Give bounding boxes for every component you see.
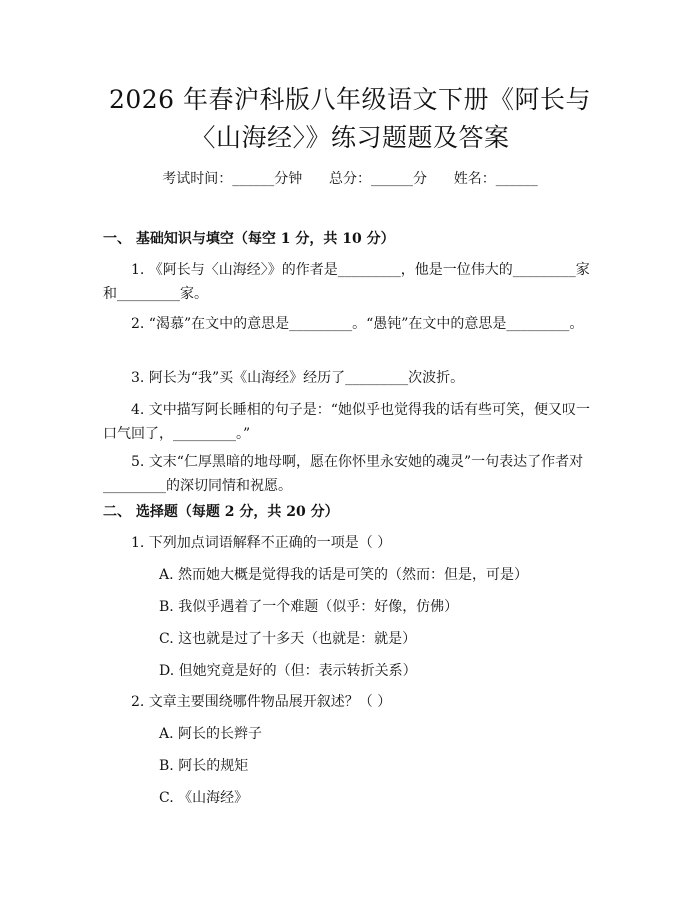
question-1-2: 2. “渴慕”在文中的意思是_________。“愚钝”在文中的意思是_________。: [131, 316, 584, 332]
question-1-5: 5. 文末“仁厚黑暗的地母啊，愿在你怀里永安她的魂灵”一句表达了作者对_________的深切同情和祝愿。: [103, 454, 584, 494]
page-title-line2: 〈山海经〉》练习题题及答案: [190, 123, 510, 152]
section-2-heading: 二、 选择题（每题 2 分，共 20 分）: [103, 504, 339, 520]
question-2-1-stem: 1. 下列加点词语解释不正确的一项是（ ）: [131, 535, 392, 551]
question-1-4: 4. 文中描写阿长睡相的句子是：“她似乎也觉得我的话有些可笑，便又叹一口气回了，_________。”: [103, 402, 590, 442]
question-1-3: 3. 阿长为“我”买《山海经》经历了_________次波折。: [131, 370, 465, 386]
page-title-line1: 2026 年春沪科版八年级语文下册《阿长与: [108, 85, 592, 114]
question-2-1-option-c: C. 这也就是过了十多天（也就是：就是）: [159, 631, 417, 647]
question-2-1-option-b: B. 我似乎遇着了一个难题（似乎：好像，仿佛）: [159, 599, 459, 615]
question-2-2-option-c: C. 《山海经》: [159, 790, 249, 806]
question-2-2-stem: 2. 文章主要围绕哪件物品展开叙述？（ ）: [131, 694, 392, 710]
exam-meta-line: 考试时间：______分钟 总分：______分 姓名：______: [162, 171, 538, 187]
question-2-2-option-a: A. 阿长的长辫子: [159, 726, 263, 742]
question-1-1: 1. 《阿长与〈山海经〉》的作者是_________，他是一位伟大的_________家和_________家。: [103, 262, 590, 302]
section-1-heading: 一、 基础知识与填空（每空 1 分，共 10 分）: [103, 231, 395, 247]
question-2-2-option-b: B. 阿长的规矩: [159, 758, 249, 774]
question-2-1-option-a: A. 然而她大概是觉得我的话是可笑的（然而：但是，可是）: [159, 567, 529, 583]
question-2-1-option-d: D. 但她究竟是好的（但：表示转折关系）: [159, 663, 417, 679]
